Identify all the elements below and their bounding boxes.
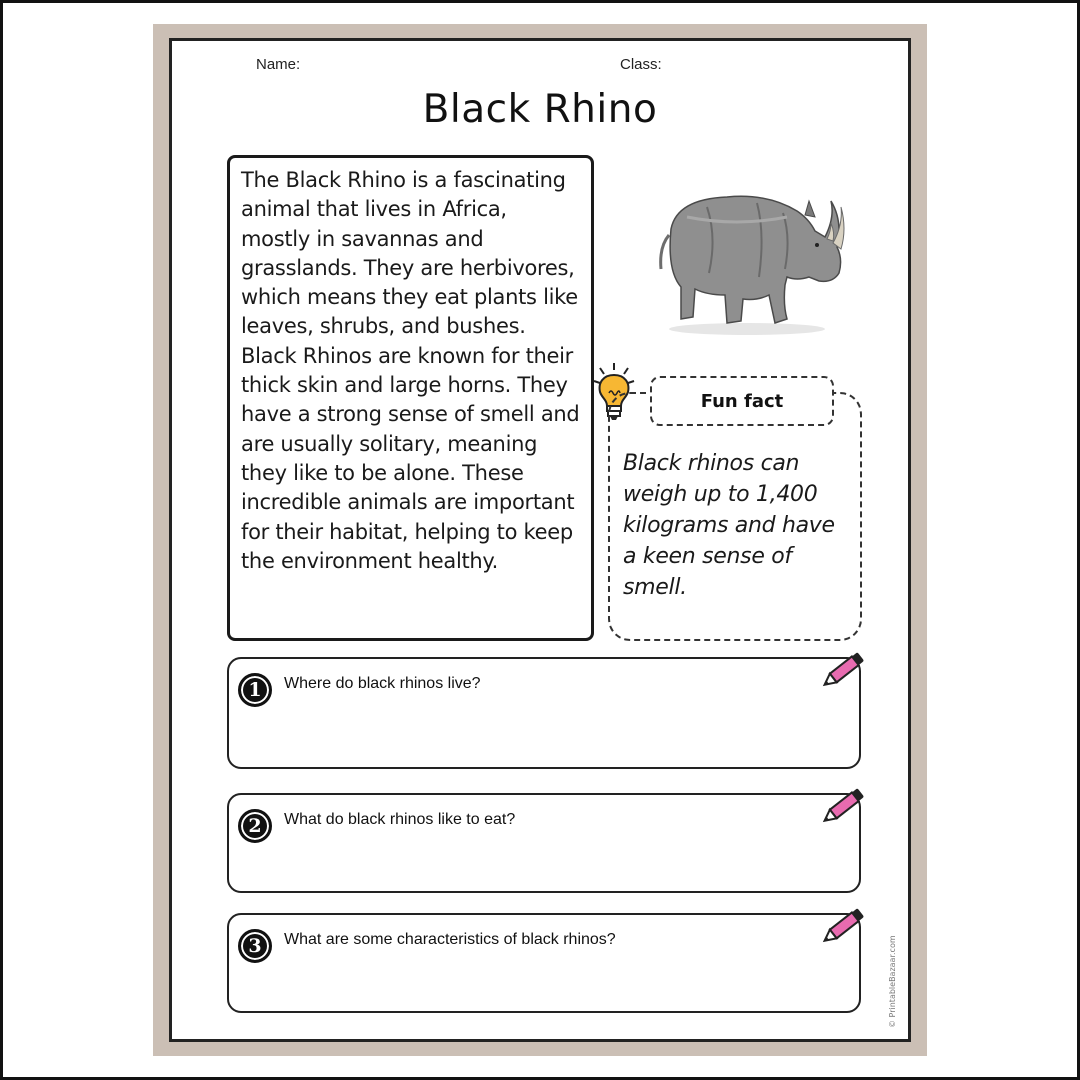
worksheet-background bbox=[153, 24, 927, 1056]
question-text-3: What are some characteristics of black rhinos? bbox=[284, 931, 616, 948]
pencil-icon bbox=[817, 647, 869, 695]
passage-text: The Black Rhino is a fascinating animal that lives in Africa, mostly in savannas and grasslands. They are herbivores, which means they eat plants like leaves, shrubs, and bushes. Black Rhinos are known for their thick skin and large horns. They have a strong sense of smell and are usually solitary, meaning they like to be alone. These incredible animals are important for their habitat, helping to keep the environment healthy. bbox=[241, 168, 580, 573]
question-box-2[interactable] bbox=[227, 793, 861, 893]
reading-passage bbox=[227, 155, 594, 641]
question-number-1: 1 bbox=[238, 673, 272, 707]
fun-fact-heading: Fun fact bbox=[650, 376, 834, 426]
name-label: Name: bbox=[256, 56, 301, 73]
question-number-3: 3 bbox=[238, 929, 272, 963]
question-box-3[interactable] bbox=[227, 913, 861, 1013]
fun-fact-text: Black rhinos can weigh up to 1,400 kilograms and have a keen sense of smell. bbox=[623, 451, 835, 600]
question-text-2: What do black rhinos like to eat? bbox=[284, 811, 516, 828]
class-label: Class: bbox=[620, 56, 662, 73]
fun-fact-box bbox=[608, 392, 862, 641]
worksheet-page bbox=[169, 38, 911, 1042]
page-title: Black Rhino bbox=[422, 87, 658, 132]
question-number-2: 2 bbox=[238, 809, 272, 843]
question-box-1[interactable] bbox=[227, 657, 861, 769]
pencil-icon bbox=[817, 783, 869, 831]
rhino-illustration bbox=[647, 177, 847, 337]
copyright-text: © PrintableBazaar.com bbox=[888, 935, 897, 1028]
question-text-1: Where do black rhinos live? bbox=[284, 675, 481, 692]
pencil-icon bbox=[817, 903, 869, 951]
